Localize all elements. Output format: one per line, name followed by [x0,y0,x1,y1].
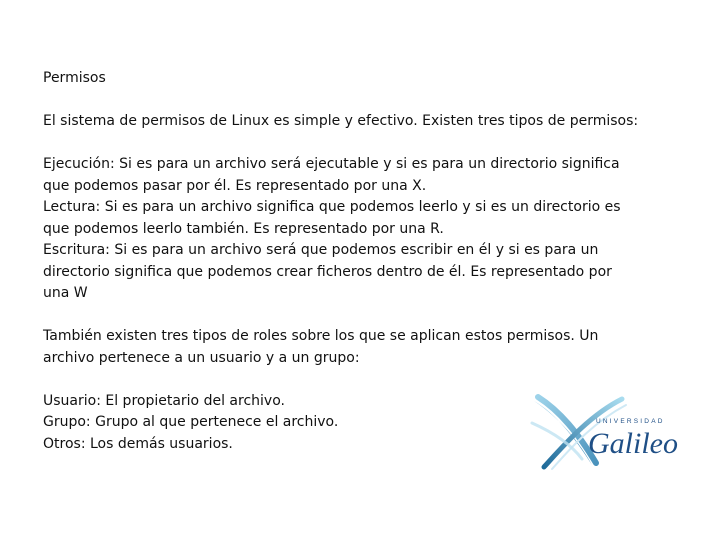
role-line: Otros: Los demás usuarios. [43,435,233,452]
role-line: Usuario: El propietario del archivo. [43,392,285,409]
permission-line: que podemos pasar por él. Es representado por una X. [43,177,427,194]
intro-text: El sistema de permisos de Linux es simple y efectivo. Existen tres tipos de permisos: [43,113,639,129]
permission-line: Ejecución: Si es para un archivo será ejecutable y si es para un directorio significa [43,156,620,172]
logo-name: Galileo [588,427,678,460]
permission-line: Escritura: Si es para un archivo será que podemos escribir en él y si es para un [43,242,599,258]
roles-intro-line: También existen tres tipos de roles sobre los que se aplican estos permisos. Un [43,328,599,344]
role-line: Grupo: Grupo al que pertenece el archivo. [43,414,339,430]
permission-line: Lectura: Si es para un archivo significa que podemos leerlo y si es un directorio es [43,199,621,215]
permission-line: que podemos leerlo también. Es representado por una R. [43,220,444,237]
slide-title: Permisos [43,70,106,86]
roles-intro-line: archivo pertenece a un usuario y a un grupo: [43,349,360,366]
permission-line: directorio significa que podemos crear ficheros dentro de él. Es representado por [43,263,612,280]
universidad-galileo-logo [530,393,690,473]
permission-line: una W [43,285,88,301]
logo-top-text: UNIVERSIDAD [596,418,665,425]
x-swoosh-logo-icon [530,393,690,473]
